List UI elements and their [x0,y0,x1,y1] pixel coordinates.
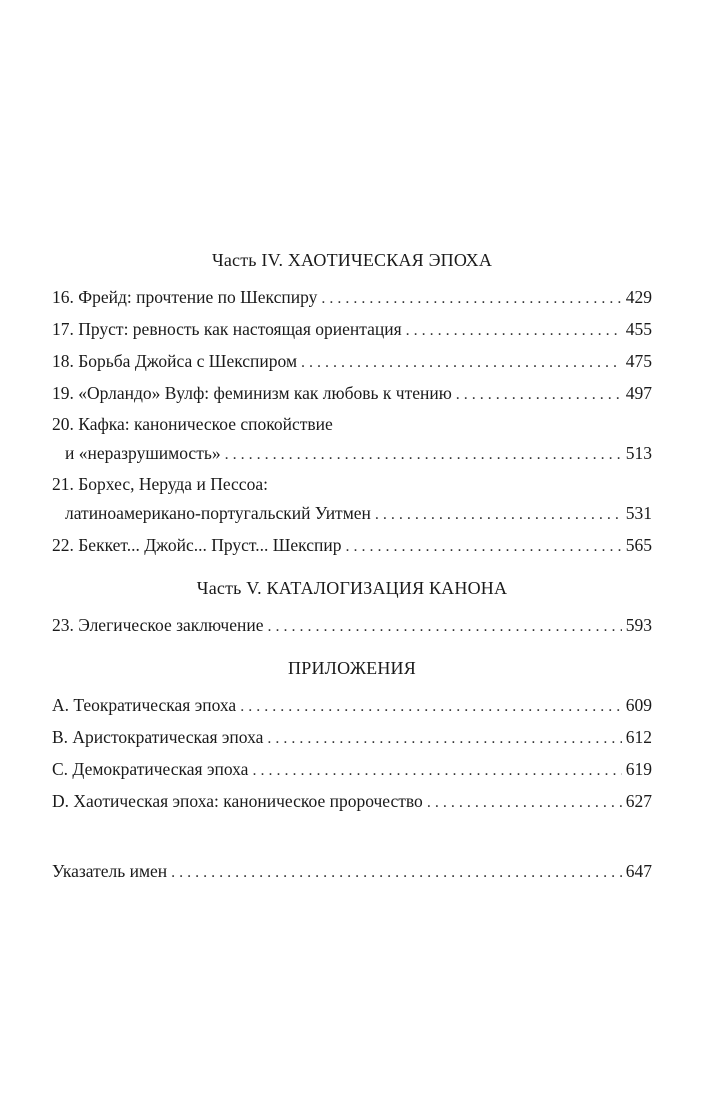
toc-entry-label: 19. «Орландо» Вулф: феминизм как любовь к чтению [52,383,452,403]
toc-entry-page: 593 [625,615,652,635]
toc-entry-page: 455 [625,319,652,339]
toc-entry-page: 609 [625,695,652,715]
toc-entry-label: Указатель имен [52,861,168,881]
table-of-contents [52,248,652,888]
toc-entry[interactable] [52,498,652,530]
toc-entry-page: 627 [625,791,652,811]
toc-entry-index[interactable] [52,856,652,888]
dot-leader [252,755,621,786]
toc-entry-label: 16. Фрейд: прочтение по Шекспиру [52,287,318,307]
dot-leader [268,611,622,642]
toc-entry[interactable] [52,754,652,786]
toc-entry[interactable] [52,530,652,562]
toc-entry-page: 531 [625,503,652,523]
toc-entry-page: 647 [625,861,652,881]
toc-entry-label: B. Аристократическая эпоха [52,727,264,747]
toc-entry-label: латиноамерикано-португальский Уитмен [65,503,371,523]
toc-entry-page: 513 [625,443,652,463]
dot-leader [427,787,622,818]
section-title-part-5: Часть V. КАТАЛОГИЗАЦИЯ КАНОНА [196,578,508,598]
toc-entry[interactable] [52,282,652,314]
toc-entry[interactable] [52,722,652,754]
toc-entry-label: C. Демократическая эпоха [52,759,249,779]
dot-leader [375,499,622,530]
toc-entry[interactable] [52,610,652,642]
toc-entry-first-line[interactable] [52,470,652,498]
toc-entry[interactable] [52,690,652,722]
toc-entry-first-line[interactable] [52,410,652,438]
dot-leader [301,347,622,378]
dot-leader [406,315,622,346]
toc-entry-page: 429 [625,287,652,307]
toc-entry[interactable] [52,314,652,346]
dot-leader [171,857,622,888]
toc-entry-page: 619 [625,759,652,779]
toc-entry[interactable] [52,346,652,378]
toc-entry-page: 475 [625,351,652,371]
toc-entry-label: D. Хаотическая эпоха: каноническое пророчество [52,791,423,811]
section-title-part-4: Часть IV. ХАОТИЧЕСКАЯ ЭПОХА [211,250,493,270]
toc-entry[interactable] [52,438,652,470]
dot-leader [240,691,622,722]
toc-entry-label: и «неразрушимость» [65,443,221,463]
dot-leader [321,283,621,314]
toc-entry-label: 22. Беккет... Джойс... Пруст... Шекспир [52,535,342,555]
dot-leader [345,531,621,562]
toc-entry[interactable] [52,786,652,818]
toc-entry-page: 497 [625,383,652,403]
toc-entry-label: 21. Борхес, Неруда и Пессоа: [52,474,268,494]
toc-entry-page: 565 [625,535,652,555]
toc-entry-label: 23. Элегическое заключение [52,615,264,635]
toc-entry-page: 612 [625,727,652,747]
dot-leader [456,379,622,410]
toc-entry[interactable] [52,378,652,410]
section-title-appendices: ПРИЛОЖЕНИЯ [288,658,416,678]
toc-entry-label: 20. Кафка: каноническое спокойствие [52,414,333,434]
dot-leader [225,439,622,470]
toc-entry-label: 17. Пруст: ревность как настоящая ориентация [52,319,402,339]
toc-entry-label: A. Теократическая эпоха [52,695,237,715]
toc-entry-label: 18. Борьба Джойса с Шекспиром [52,351,298,371]
dot-leader [267,723,621,754]
